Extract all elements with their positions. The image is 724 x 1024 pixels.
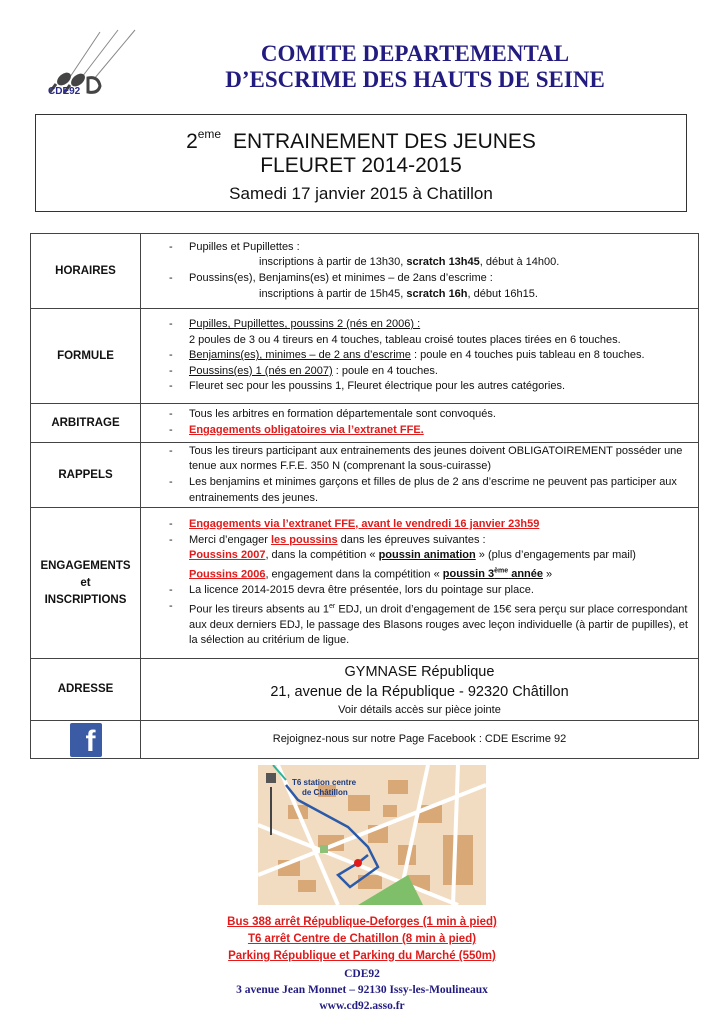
label-engagements-1: ENGAGEMENTS <box>40 559 131 572</box>
map-station-label-1: T6 station centre <box>292 778 357 787</box>
horaires-pupilles-times <box>169 255 692 271</box>
transport-bus: Bus 388 arrêt République-Deforges (1 min à pied) <box>227 916 497 928</box>
logo-text: CDE92 <box>48 86 81 97</box>
superscript: ème <box>494 567 509 575</box>
event-weapon-season: FLEURET 2014-2015 <box>260 154 462 177</box>
text: , dans la compétition « <box>265 549 379 562</box>
formule-item-fleuret: - Fleuret sec pour les poussins 1, Fleuret électrique pour les autres catégories. <box>169 379 692 395</box>
row-horaires <box>31 234 699 309</box>
text: : poule en 4 touches. <box>332 364 438 377</box>
text: dans les épreuves suivantes : <box>337 533 486 546</box>
label-engagements <box>31 508 141 659</box>
engagements-poussins-2007 <box>169 548 692 564</box>
deadline-link[interactable]: Engagements via l’extranet FFE, avant le vendredi 16 janvier 23h59 <box>189 517 540 530</box>
formule-item-pupilles: - Pupilles, Pupillettes, poussins 2 (nés en 2006) : <box>169 317 692 333</box>
text: , engagement dans la compétition « <box>265 568 443 581</box>
footer-website-link[interactable]: www.cd92.asso.fr <box>319 1000 405 1012</box>
access-map[interactable] <box>258 765 486 905</box>
facebook-text[interactable]: Rejoignez-nous sur notre Page Facebook : CDE Escrime 92 <box>141 721 699 759</box>
label-horaires: HORAIRES <box>31 234 141 309</box>
row-arbitrage <box>31 404 699 443</box>
category: Poussins 2006 <box>189 568 266 581</box>
ordinal-suffix: eme <box>197 127 222 141</box>
scratch-time: scratch 13h45 <box>406 256 480 269</box>
row-facebook <box>31 721 699 759</box>
engagements-poussins-2006 <box>169 564 692 583</box>
event-title <box>36 123 686 155</box>
event-title-box <box>35 114 687 212</box>
rappels-item-2: - Les benjamins et minimes garçons et filles de plus de 2 ans d’escrime ne peuvent pas participer aux entrainements des jeunes. <box>169 475 692 506</box>
formule-item-poussins1 <box>169 364 692 380</box>
facebook-glyph: f <box>85 724 96 758</box>
text: » (plus d’engagements par mail) <box>475 549 636 562</box>
text: » <box>543 568 553 581</box>
content-adresse <box>141 659 699 721</box>
street-map-image <box>258 765 486 905</box>
transport-tram: T6 arrêt Centre de Chatillon (8 min à pied) <box>247 933 477 945</box>
arbitrage-item-1: - Tous les arbitres en formation départementale sont convoqués. <box>169 407 692 423</box>
content-engagements <box>141 508 699 659</box>
rappels-item-1: - Tous les tireurs participant aux entrainements des jeunes doivent OBLIGATOIREMENT posséder une tenue aux normes F.F.E. 350 N (comprenant la sous-cuirasse) <box>169 444 692 475</box>
superscript: er <box>329 602 336 610</box>
transport-parking: Parking République et Parking du Marché (550m) <box>228 950 496 962</box>
cde92-logo <box>40 22 140 102</box>
content-rappels <box>141 443 699 508</box>
engagements-item-poussins <box>169 533 692 549</box>
facebook-icon[interactable] <box>70 723 102 757</box>
content-formule <box>141 309 699 404</box>
event-date-location: Samedi 17 janvier 2015 à Chatillon <box>229 184 493 203</box>
engagements-item-absents <box>169 599 692 649</box>
venue-access-note: Voir détails accès sur pièce jointe <box>338 703 501 716</box>
row-formule <box>31 309 699 404</box>
engagements-item-deadline <box>169 517 692 533</box>
text: poussin 3 <box>442 568 495 581</box>
label-engagements-2: et <box>80 576 91 589</box>
text: : poule en 4 touches puis tableau en 8 touches. <box>410 349 645 362</box>
text: EDJ, un droit d’engagement de 15€ sera perçu sur place correspondant aux deux derniers EDJ, le passage des Blasons rouges avec leçon individuelle (à partir de pupilles), et la sélection au critérium de ligue. <box>189 603 688 647</box>
ordinal-number: 2 <box>186 130 198 153</box>
content-horaires <box>141 234 699 309</box>
org-title-line-2: D’ESCRIME DES HAUTS DE SEINE <box>225 67 605 92</box>
category: Poussins(es) 1 (nés en 2007) <box>189 364 333 377</box>
scratch-time: scratch 16h <box>406 287 468 300</box>
footer-org: CDE92 <box>344 968 380 980</box>
row-adresse <box>31 659 699 721</box>
map-station-label-2: de Châtillon <box>302 788 348 797</box>
label-rappels: RAPPELS <box>31 443 141 508</box>
event-title-text: ENTRAINEMENT DES JEUNES <box>232 130 536 153</box>
competition <box>443 568 543 580</box>
label-arbitrage: ARBITRAGE <box>31 404 141 443</box>
formule-item-benjamins <box>169 348 692 364</box>
arbitrage-item-2 <box>169 423 692 439</box>
text: , début 16h15. <box>467 287 538 300</box>
text: Pour les tireurs absents au 1 <box>189 603 330 616</box>
label-adresse: ADRESSE <box>31 659 141 721</box>
text: Merci d’engager <box>189 533 271 546</box>
competition: poussin animation <box>378 549 476 562</box>
venue-address: 21, avenue de la République - 92320 Châtillon <box>270 683 569 700</box>
info-table <box>30 233 699 759</box>
category: Benjamins(es), minimes – de 2 ans d’escrime <box>189 349 411 362</box>
horaires-poussins-times <box>169 287 692 303</box>
venue-name: GYMNASE République <box>344 663 495 680</box>
row-rappels <box>31 443 699 508</box>
label-engagements-3: INSCRIPTIONS <box>44 593 127 606</box>
facebook-icon-cell <box>31 721 141 759</box>
category: Poussins 2007 <box>189 549 266 562</box>
extranet-link[interactable]: Engagements obligatoires via l’extranet FFE. <box>189 424 424 436</box>
text: , début à 14h00. <box>479 256 560 269</box>
engagements-item-licence: - La licence 2014-2015 devra être présentée, lors du pointage sur place. <box>169 583 692 599</box>
text: inscriptions à partir de 15h45, <box>259 287 407 300</box>
formule-pupilles-desc: 2 poules de 3 ou 4 tireurs en 4 touches, tableau croisé toutes places tirées en 6 touches. <box>189 333 621 346</box>
org-title-line-1: COMITE DEPARTEMENTAL <box>260 41 570 66</box>
text: année <box>508 568 543 581</box>
row-engagements <box>31 508 699 659</box>
label-formule: FORMULE <box>31 309 141 404</box>
poussins-highlight: les poussins <box>270 533 338 546</box>
horaires-item-poussins: - Poussins(es), Benjamins(es) et minimes – de 2ans d’escrime : <box>169 271 692 287</box>
horaires-item-pupilles: - Pupilles et Pupillettes : <box>169 240 692 256</box>
text: inscriptions à partir de 13h30, <box>259 256 407 269</box>
content-arbitrage <box>141 404 699 443</box>
footer-address: 3 avenue Jean Monnet – 92130 Issy-les-Moulineaux <box>236 984 488 996</box>
